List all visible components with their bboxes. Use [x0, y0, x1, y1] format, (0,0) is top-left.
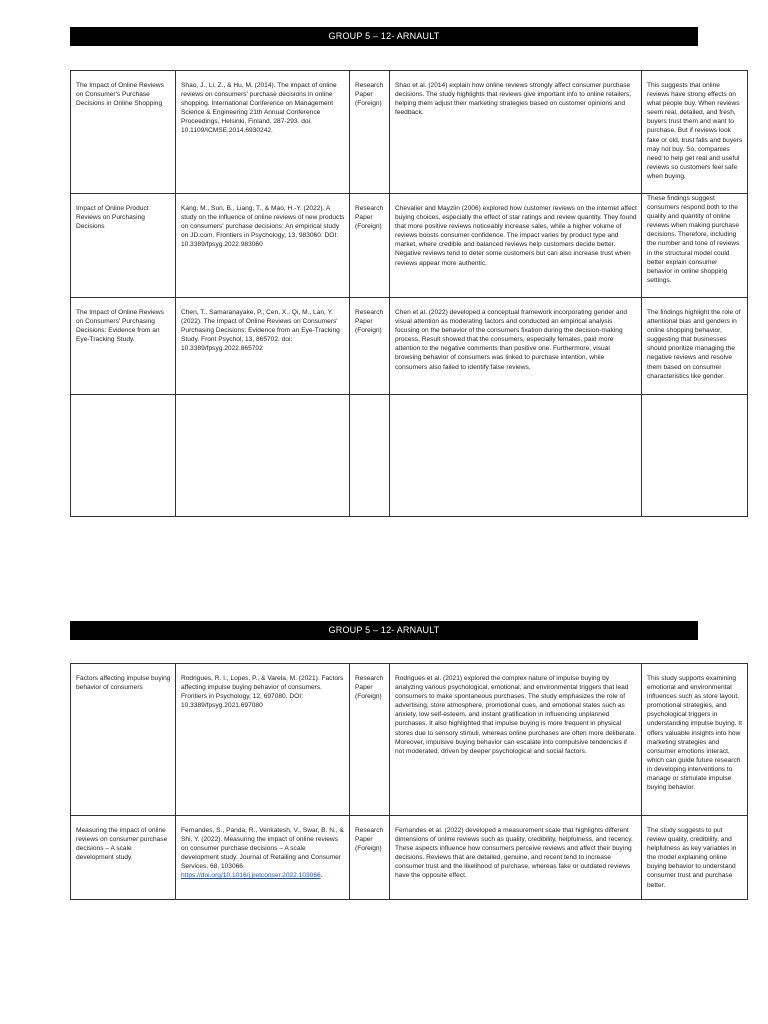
study-citation: Rodrigues, R. I., Lopes, P., & Varela, M. (2021). Factors affecting impulse buying behavior of consumers. Frontiers in Psychology, 12, 697080. DOI: 10.3389/fpsyg.2021.697080 [176, 664, 350, 816]
study-summary: Rodrigues et al. (2021) explored the complex nature of impulse buying by analyzing various psychological, emotional, and environmental triggers that lead consumers to make spontaneous purchases. The study emphasizes the role of advertising, store atmosphere, promotional cues, and emotional states such as anxiety, low self-esteem, and instant gratification in influencing unplanned purchases. It also highlighted that impulse buying is more frequent in physical stores due to sensory stimuli, whereas online purchases are often more deliberate. Moreover, impulsive buying behavior can escalate into compulsive tendencies if not moderated, driven by deeper psychological and social factors. [390, 664, 642, 816]
study-title: Factors affecting impulse buying behavior of consumers [71, 664, 176, 816]
study-title [71, 395, 176, 517]
study-summary [390, 395, 642, 517]
study-citation: Shao, J., Li, Z., & Hu, M. (2014). The impact of online reviews on consumers' purchase decisions in online shopping. International Conference on Management Science & Engineering 21th Annual Conference Proceedings, Helsinki, Finland, 287-293. doi: 10.1109/ICMSE.2014.6930242. [176, 71, 350, 194]
table-row [71, 194, 748, 298]
study-summary: Shao et al. (2014) explain how online reviews strongly affect consumer purchase decisions. The study highlights that reviews give important info to online retailers, helping them adjust their marketing strategies based on customer opinions and feedback. [390, 71, 642, 194]
study-citation: Chen, T., Samaranayake, P., Cen, X., Qi, M., Lan, Y. (2022). The Impact of Online Reviews on Consumers' Purchasing Decisions: Evidence from an Eye-Tracking Study. Front Psychol, 13, 865702. doi: 10.3389/fpsyg.2022.865702 [176, 298, 350, 395]
study-type: Research Paper (Foreign) [350, 816, 390, 900]
study-relevance [642, 395, 748, 517]
table-row-empty [71, 395, 748, 517]
literature-table [70, 663, 748, 900]
study-citation [176, 816, 350, 900]
study-title: Impact of Online Product Reviews on Purchasing Decisions [71, 194, 176, 298]
study-citation [176, 395, 350, 517]
study-summary: Chevalier and Mayzlin (2006) explored how customer reviews on the internet affect buying choices, especially the effect of star ratings and review quantity. They found that more positive reviews noticeably increase sales, while a higher volume of reviews boosts consumer confidence. The impact varies by product type and market, where credible and balanced reviews help customers decide better. Negative reviews tend to deter some customers but can also increase trust when reviews appear more authentic. [390, 194, 642, 298]
group-header-bar [70, 621, 698, 640]
study-summary: Fernandes et al. (2022) developed a measurement scale that highlights different dimensions of online reviews such as quality, credibility, helpfulness, and recency. These aspects influence how consumers perceive reviews and affect their buying decisions. Reviews that are detailed, genuine, and recent tend to increase consumer trust and the likelihood of purchase, whereas fake or outdated reviews have the opposite effect. [390, 816, 642, 900]
study-type: Research Paper (Foreign) [350, 194, 390, 298]
study-relevance: The findings highlight the role of attentional bias and genders in online shopping behavior, suggesting that businesses should prioritize managing the negative reviews and resolve them based on consumer characteristics like gender. [642, 298, 748, 395]
study-title: The Impact of Online Reviews on Consumers' Purchasing Decisions: Evidence from an Eye-Tracking Study. [71, 298, 176, 395]
study-relevance: These findings suggest consumers respond both to the quality and quantity of online reviews when making purchase decisions. Therefore, including the number and tone of reviews in the structural model could better explain consumer behavior in online shopping settings. [642, 194, 748, 298]
literature-table [70, 70, 748, 517]
study-type [350, 395, 390, 517]
group-header-text: GROUP 5 – 12- ARNAULT [328, 625, 440, 635]
group-header-text: GROUP 5 – 12- ARNAULT [328, 31, 440, 41]
study-citation: Kang, M., Sun, B., Liang, T., & Mao, H.-Y. (2022). A study on the influence of online reviews of new products on consumers' purchase decisions: An empirical study on JD.com. Frontiers in Psychology, 13, 983060. DOI: 10.3389/fpsyg.2022.983060 [176, 194, 350, 298]
study-relevance: This suggests that online reviews have strong effects on what people buy. When reviews seem real, detailed, and fresh, buyers trust them and want to purchase. But if reviews look fake or old, trust falls and buyers may not buy. So, companies need to help get real and useful reviews so customers feel safe when buying. [642, 71, 748, 194]
table-row [71, 664, 748, 816]
table-row [71, 71, 748, 194]
citation-end: . [320, 872, 323, 880]
table-row [71, 298, 748, 395]
study-title: The Impact of Online Reviews on Consumer's Purchase Decisions in Online Shopping [71, 71, 176, 194]
study-relevance: The study suggests to put review quality, credibility, and helpfulness as key variables in the model explaining online buying behavior to understand consumer trust and purchase better. [642, 816, 748, 900]
study-type: Research Paper (Foreign) [350, 298, 390, 395]
study-type: Research Paper (Foreign) [350, 664, 390, 816]
study-title: Measuring the impact of online reviews on consumer purchase decisions – A scale development study. [71, 816, 176, 900]
citation-text: Fernandes, S., Panda, R., Venkatesh, V., Swar, B. N., & Shi, Y. (2022). Measuring the impact of online reviews on consumer purchase decisions – A scale development study. Journal of Retailing and Consumer Services, 68, 103066. [181, 827, 344, 871]
study-relevance: This study supports examining emotional and environmental influences such as store layout, promotional strategies, and psychological triggers in understanding impulse buying. It offers valuable insights into how marketing strategies and consumer emotions interact, which can guide future research in developing interventions to manage or stimulate impulse buying behavior. [642, 664, 748, 816]
study-type: Research Paper (Foreign) [350, 71, 390, 194]
group-header-bar [70, 27, 698, 46]
study-summary: Chen et al. (2022) developed a conceptual framework incorporating gender and visual attention as moderating factors and conducted an empirical analysis focusing on the behavior of the consumers fixation during the decision-making process. Result showed that the consumers, especially females, paid more attention to the negative comments than positive one. Furthermore, visual browsing behavior of consumers was linked to purchase intention, while consumers also failed to identify false reviews. [390, 298, 642, 395]
table-row [71, 816, 748, 900]
doi-link[interactable]: https://doi.org/10.1016/j.jretconser.2022.103066 [181, 872, 321, 880]
